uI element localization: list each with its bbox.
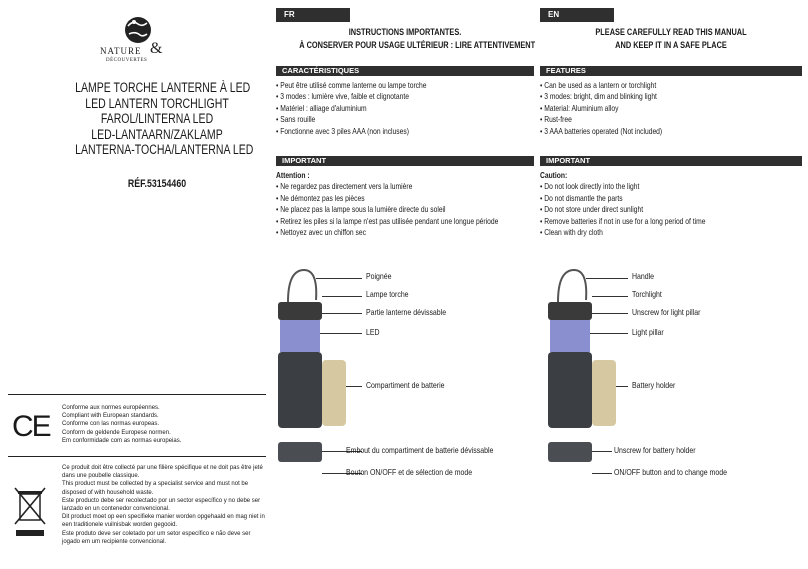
disposal-text: Ce produit doit être collecté par une filière spécifique et ne doit pas être jeté dans une poubelle classique. This product must be collected by a specialist service and must not be disposed of with household waste. Este producto debe ser recolectado por un sector específico y no debe ser lanzado en un contenedor convencional. Dit product moet op een specifieke manier worden opgehaald en mag niet in een traditionele vuilnisbak worden gegooid. Este produto deve ser coletado por um setor específico e não deve ser jogado em um recipiente convencional. [62,465,265,545]
french-section [276,0,534,569]
header-fr: INSTRUCTIONS IMPORTANTES. À CONSERVER POUR USAGE ULTÉRIEUR : LIRE ATTENTIVEMENT [299,27,536,50]
label-onoff-button: Bouton ON/OFF et de sélection de mode [346,468,473,477]
features-list: • Can be used as a lantern or torchlight • 3 modes: bright, dim and blinking light • Material: Aluminium alloy • Rust-free • 3 AAA batteries operated (Not included) [540,81,663,136]
title-es: FAROL/LINTERNA LED [100,111,214,127]
cover-panel [0,0,268,569]
title-fr: LAMPE TORCHE LANTERNE À LED [75,80,251,95]
label-led: LED [366,328,380,337]
title-en: LED LANTERN TORCHLIGHT [85,95,229,111]
title-pt: LANTERNA-TOCHA/LANTERNA LED [75,142,254,158]
english-section [540,0,802,569]
language-tag-en: EN [540,8,614,22]
product-diagram-en [540,262,802,492]
norms-text: Conforme aux normes européennes. Compliant with European standards. Conforme con las normas europeas. Conform de geldende Europese normen. Em conformidade com as normas europeias. [62,405,182,444]
warnings-list: Attention : • Ne regardez pas directement vers la lumière • Ne démontez pas les pièces • Ne placez pas la lampe sous la lumière directe du soleil • Retirez les piles si la lampe n'est pas utilisée pendant une longue période • Nettoyez avec un chiffon sec [276,171,499,238]
label-unscrew-battery: Unscrew for battery holder [614,446,696,455]
label-onoff-button: ON/OFF button and to change mode [614,468,727,477]
brand-ampersand: & [150,40,163,57]
divider [8,394,266,395]
important-heading: IMPORTANT [540,156,802,166]
divider [8,456,266,457]
brand-subtitle: DÉCOUVERTES [106,58,148,63]
label-handle: Poignée [366,272,392,281]
label-battery-holder: Battery holder [632,381,676,390]
language-tag-fr: FR [276,8,350,22]
important-heading: IMPORTANT [276,156,534,166]
reference-number: RÉF.53154460 [127,178,187,190]
brand-name: NATURE [100,46,142,56]
ce-mark-icon: CE [12,410,50,443]
product-diagram-fr [276,262,534,492]
features-heading: FEATURES [540,66,802,76]
features-heading: CARACTÉRISTIQUES [276,66,534,76]
label-light-pillar: Light pillar [632,328,664,337]
label-handle: Handle [632,272,655,281]
product-titles [52,80,262,158]
warnings-list: Caution: • Do not look directly into the light • Do not dismantle the parts • Do not store under direct sunlight • Remove batteries if not in use for a long period of time • Clean with dry cloth [540,171,706,238]
label-unscrew-lantern: Unscrew for light pillar [632,308,701,317]
crossed-bin-icon [12,484,48,540]
features-list: • Peut être utilisé comme lanterne ou lampe torche • 3 modes : lumière vive, faible et clignotante • Matériel : alliage d'aluminium • Sans rouille • Fonctionne avec 3 piles AAA (non incluses) [276,81,427,136]
header-en: PLEASE CAREFULLY READ THIS MANUAL AND KEEP IT IN A SAFE PLACE [595,27,747,50]
label-torchlight: Lampe torche [366,290,409,299]
label-unscrew-lantern: Partie lanterne dévissable [366,308,447,317]
label-torchlight: Torchlight [632,290,662,299]
title-nl: LED-LANTAARN/ZAKLAMP [91,126,223,142]
label-unscrew-battery: Embout du compartiment de batterie dévissable [346,446,494,455]
label-battery-compartment: Compartiment de batterie [366,381,445,390]
